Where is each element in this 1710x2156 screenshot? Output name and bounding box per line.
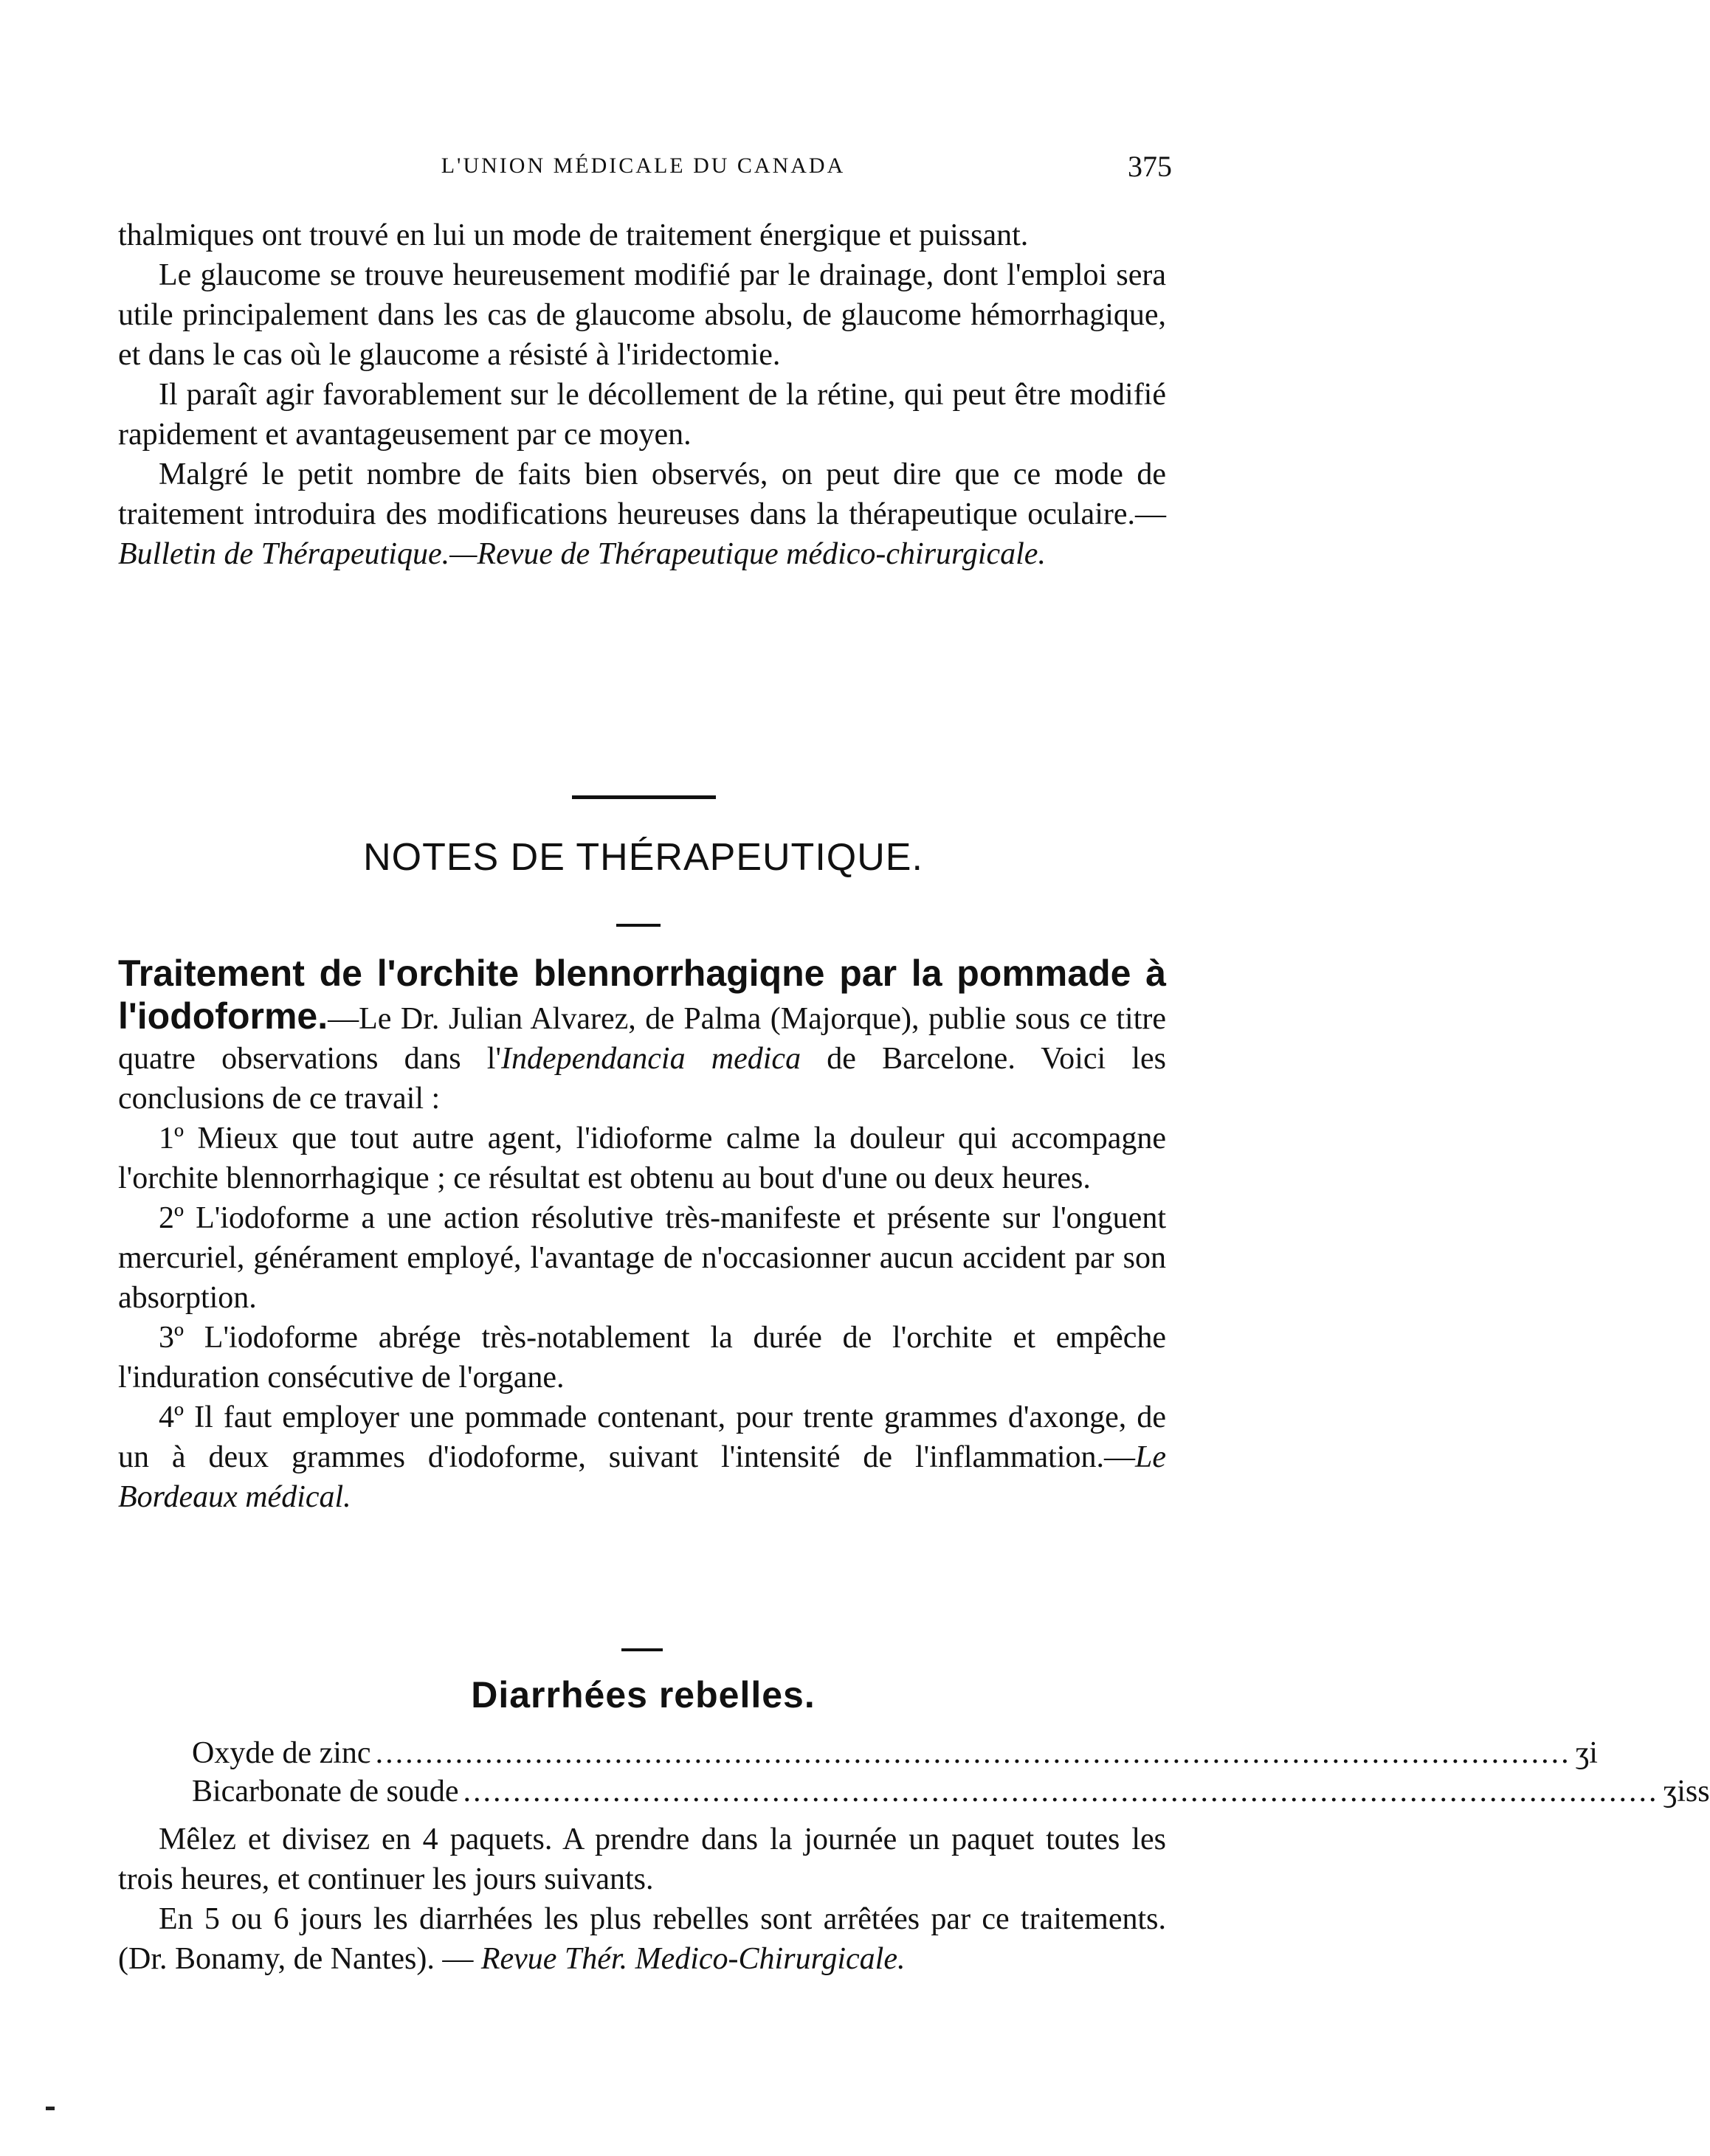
article-orchite-journal: Independancia medica	[501, 1042, 801, 1076]
ingredient-quantity: ʒi	[1575, 1736, 1598, 1770]
article-orchite	[118, 953, 1166, 1517]
ingredient-name: Bicarbonate de soude	[192, 1775, 459, 1808]
article-orchite-lead	[118, 953, 1166, 1119]
ingredient-quantity: ʒiss	[1663, 1775, 1710, 1808]
conclusion-3: 3º L'iodoforme abrége très-notablement la durée de l'orchite et empêche l'induration consécutive de l'organe.	[118, 1321, 1166, 1395]
prescription-instructions: Mêlez et divisez en 4 paquets. A prendre dans la journée un paquet toutes les trois heures, et continuer les jours suivants.	[118, 1822, 1166, 1896]
intro-paragraph-3: Il paraît agir favorablement sur le décollement de la rétine, qui peut être modifié rapidement et avantageusement par ce moyen.	[118, 378, 1166, 452]
running-title: L'UNION MÉDICALE DU CANADA	[441, 153, 846, 178]
running-head	[0, 150, 1286, 190]
article-orchite-intro-b: de Barcelone. Voici les conclusions de ce travail :	[118, 1042, 1166, 1116]
dot-leader: ........................................................................................................................	[375, 1736, 1571, 1770]
heading-divider	[616, 924, 661, 927]
prescription-result	[118, 1899, 1166, 1979]
article-orchite-intro-a: —Le Dr. Julian Alvarez, de Palma (Majorque), publie sous ce titre quatre observations dans l'	[118, 1002, 1166, 1076]
ingredient-name: Oxyde de zinc	[192, 1736, 371, 1770]
article-diarrhees-body	[118, 1820, 1166, 1979]
conclusion-1: 1º Mieux que tout autre agent, l'idioforme calme la douleur qui accompagne l'orchite blennorrhagique ; ce résultat est obtenu au bout d'une ou deux heures.	[118, 1122, 1166, 1195]
section-heading: NOTES DE THÉRAPEUTIQUE.	[363, 836, 923, 879]
conclusion-4	[118, 1397, 1166, 1517]
article-orchite-title: Traitement de l'orchite blennorrhagiqne par la pommade à l'iodoforme.	[118, 953, 1166, 1037]
intro-text	[118, 215, 1166, 574]
article-orchite-source: Le Bordeaux médical.	[118, 1440, 1166, 1514]
intro-paragraph-4-text: Malgré le petit nombre de faits bien observés, on peut dire que ce mode de traitement introduira des modifications heureuses dans la thérapeutique oculaire.—	[118, 457, 1166, 531]
formula-line-1	[192, 1734, 1598, 1772]
intro-paragraph-4	[118, 455, 1166, 574]
intro-paragraph-2: Le glaucome se trouve heureusement modifié par le drainage, dont l'emploi sera utile principalement dans les cas de glaucome absolu, de glaucome hémorrhagique, et dans le cas où le glaucome a résisté à l'iridectomie.	[118, 258, 1166, 372]
conclusion-4-text: 4º Il faut employer une pommade contenant, pour trente grammes d'axonge, de un à deux grammes d'iodoforme, suivant l'intensité de l'inflammation.—	[118, 1400, 1166, 1474]
conclusion-2: 2º L'iodoforme a une action résolutive très-manifeste et présente sur l'onguent mercuriel, générament employé, l'avantage de n'occasionner aucun accident par son absorption.	[118, 1201, 1166, 1315]
prescription-formula	[192, 1734, 1710, 1811]
article-divider	[621, 1648, 663, 1651]
margin-mark	[46, 2107, 55, 2110]
dot-leader: ........................................................................................................................	[463, 1775, 1659, 1808]
formula-line-2	[192, 1772, 1710, 1811]
article-diarrhees-source: Revue Thér. Medico-Chirurgicale.	[480, 1942, 906, 1976]
prescription-result-text: En 5 ou 6 jours les diarrhées les plus rebelles sont arrêtées par ce traitements. (Dr. Bonamy, de Nantes). —	[118, 1902, 1166, 1976]
article-diarrhees-title: Diarrhées rebelles.	[471, 1674, 816, 1716]
section-divider	[572, 795, 716, 799]
page-number: 375	[1128, 150, 1172, 183]
intro-paragraph-1: thalmiques ont trouvé en lui un mode de traitement énergique et puissant.	[118, 218, 1029, 252]
intro-source-citation: Bulletin de Thérapeutique.—Revue de Thérapeutique médico-chirurgicale.	[118, 537, 1046, 571]
